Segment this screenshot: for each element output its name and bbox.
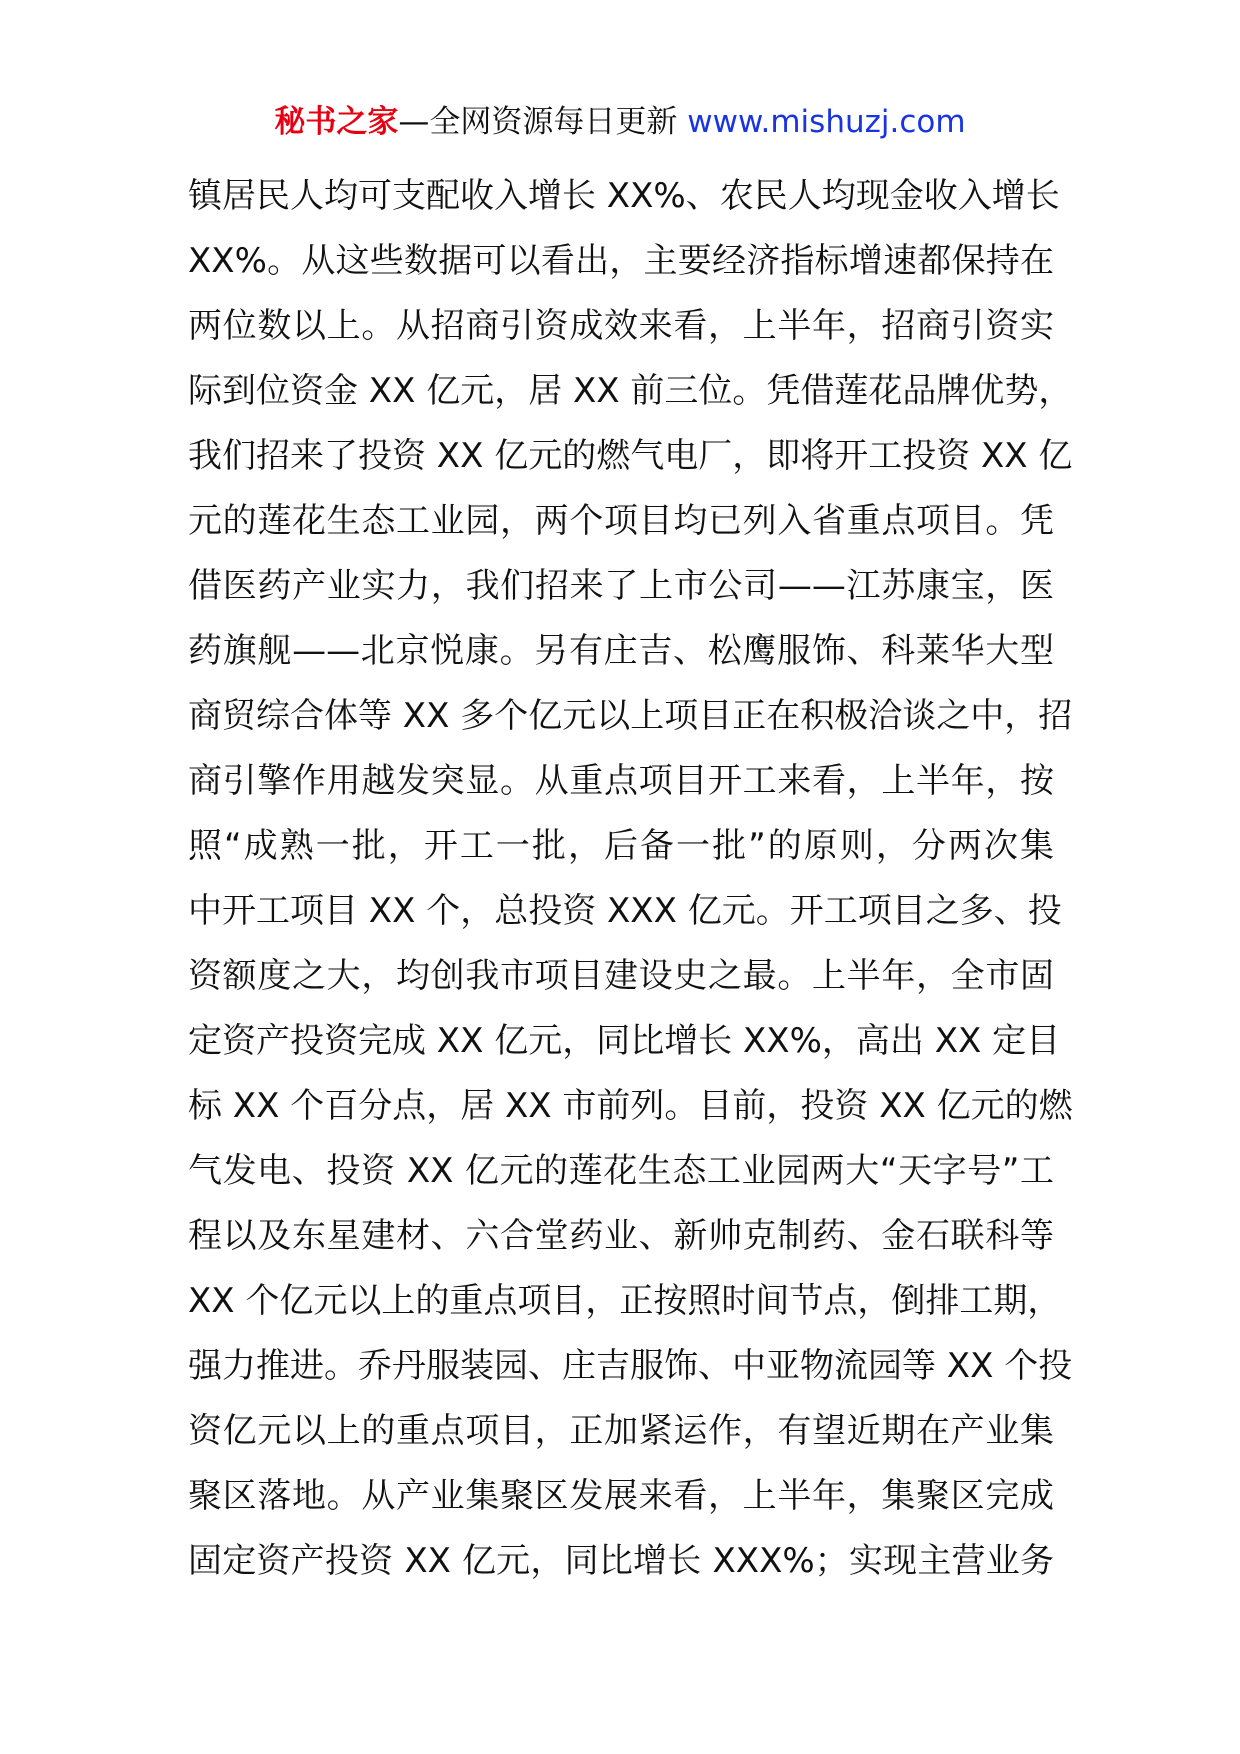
text-line-12: 中开工项目 XX 个，总投资 XXX 亿元。开工项目之多、投: [188, 891, 1062, 931]
body-paragraph: [188, 164, 1073, 1594]
text-line-17: 程以及东星建材、六合堂药业、新帅克制药、金石联科等: [188, 1216, 1054, 1256]
text-line-2: XX%。从这些数据可以看出，主要经济指标增速都保持在: [188, 241, 1054, 281]
text-line-16: 气发电、投资 XX 亿元的莲花生态工业园两大“天字号”工: [188, 1151, 1054, 1191]
text-line-10: 商引擎作用越发突显。从重点项目开工来看，上半年，按: [188, 761, 1054, 801]
text-line-7: 借医药产业实力，我们招来了上市公司——江苏康宝，医: [188, 566, 1054, 606]
header-brand: 秘书之家: [274, 104, 399, 140]
text-line-18: XX 个亿元以上的重点项目，正按照时间节点，倒排工期，: [188, 1281, 1062, 1321]
text-line-6: 元的莲花生态工业园，两个项目均已列入省重点项目。凭: [188, 501, 1054, 541]
header-url-link[interactable]: www.mishuzj.com: [687, 104, 966, 140]
text-line-15: 标 XX 个百分点，居 XX 市前列。目前，投资 XX 亿元的燃: [188, 1086, 1073, 1126]
text-line-21: 聚区落地。从产业集聚区发展来看，上半年，集聚区完成: [188, 1476, 1054, 1516]
text-line-22: 固定资产投资 XX 亿元，同比增长 XXX%；实现主营业务: [188, 1541, 1054, 1581]
header-slogan: —全网资源每日更新: [398, 104, 688, 140]
text-line-8: 药旗舰——北京悦康。另有庄吉、松鹰服饰、科莱华大型: [188, 631, 1054, 671]
text-line-4: 际到位资金 XX 亿元，居 XX 前三位。凭借莲花品牌优势，: [188, 371, 1073, 411]
text-line-19: 强力推进。乔丹服装园、庄吉服饰、中亚物流园等 XX 个投: [188, 1346, 1073, 1386]
text-line-20: 资亿元以上的重点项目，正加紧运作，有望近期在产业集: [188, 1411, 1054, 1451]
text-line-11: 照“成熟一批，开工一批，后备一批”的原则，分两次集: [188, 826, 1054, 866]
text-line-3: 两位数以上。从招商引资成效来看，上半年，招商引资实: [188, 306, 1054, 346]
text-line-1: 镇居民人均可支配收入增长 XX%、农民人均现金收入增长: [188, 176, 1060, 216]
text-line-13: 资额度之大，均创我市项目建设史之最。上半年，全市固: [188, 956, 1054, 996]
page-header: [0, 100, 1240, 144]
text-line-9: 商贸综合体等 XX 多个亿元以上项目正在积极洽谈之中，招: [188, 696, 1073, 736]
text-line-14: 定资产投资完成 XX 亿元，同比增长 XX%，高出 XX 定目: [188, 1021, 1061, 1061]
text-line-5: 我们招来了投资 XX 亿元的燃气电厂，即将开工投资 XX 亿: [188, 436, 1073, 476]
